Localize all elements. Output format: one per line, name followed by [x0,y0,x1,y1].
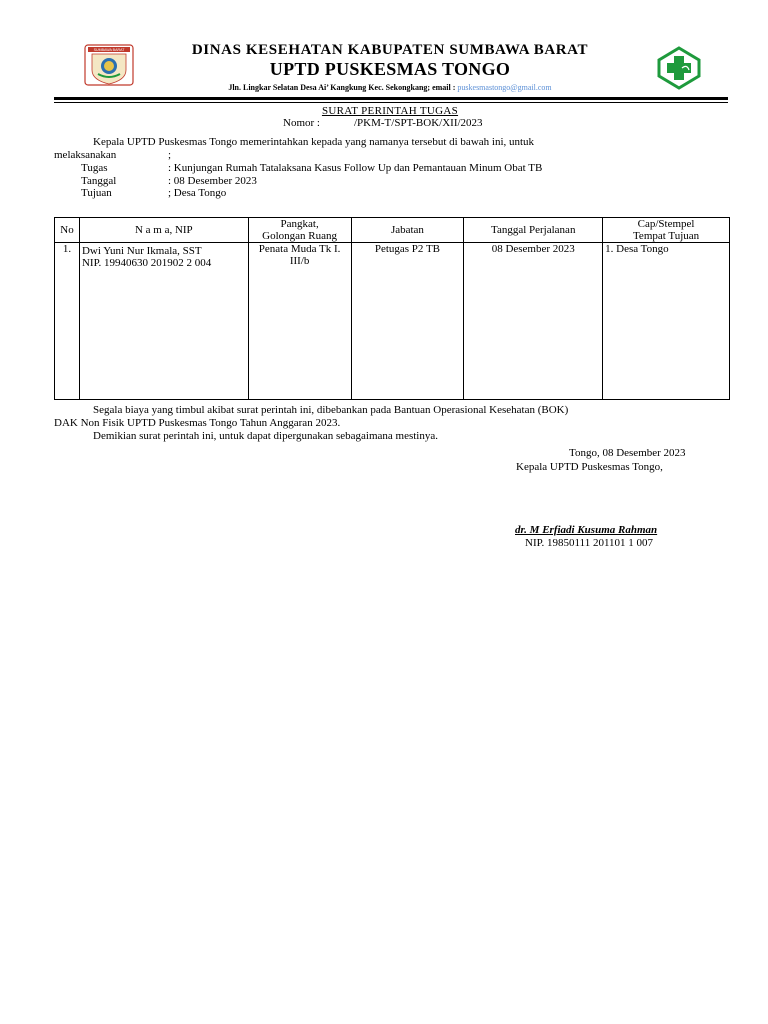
intro-colon: ; [168,149,172,161]
logo-left-text: SUMBAWA BARAT [93,48,125,53]
header-tanggal: Tanggal Perjalanan [464,218,603,243]
agency-name: DINAS KESEHATAN KABUPATEN SUMBAWA BARAT [191,42,589,58]
tanggal-value: : 08 Desember 2023 [168,175,257,187]
signer-nip: NIP. 19850111 201101 1 007 [525,537,654,549]
document-title: SURAT PERINTAH TUGAS [321,105,459,117]
table-header-row [55,218,730,243]
tanggal-label: Tanggal [81,175,117,187]
assignment-table [54,217,730,400]
header-nama: N a m a, NIP [79,218,248,243]
biaya-line-2: DAK Non Fisik UPTD Puskesmas Tongo Tahun Anggaran 2023. [54,417,341,429]
header-jabatan: Jabatan [351,218,464,243]
cell-nama-nip: NIP. 19940630 201902 2 004 [81,257,212,269]
tujuan-value: ; Desa Tongo [168,187,227,199]
cell-tujuan: 1. Desa Tongo [603,243,730,400]
nomor-label: Nomor : [283,117,320,129]
cell-nama-name: Dwi Yuni Nur Ikmala, SST [81,245,202,257]
document-number [283,117,483,129]
institution-name: UPTD PUSKESMAS TONGO [269,59,511,79]
table-row [55,243,730,400]
cell-no: 1. [55,243,80,400]
header-pangkat-line2: Golongan Ruang [262,230,338,242]
cell-pangkat [248,243,351,400]
puskesmas-logo [656,46,702,90]
tujuan-label: Tujuan [81,187,112,199]
signer-position: Kepala UPTD Puskesmas Tongo, [516,461,663,473]
address-text: Jln. Lingkar Selatan Desa Ai’ Kangkung Kec. Sekongkang; email : [228,83,458,92]
sumbawa-barat-logo [84,44,134,86]
intro-line-1: Kepala UPTD Puskesmas Tongo memerintahkan kepada yang namanya tersebut di bawah ini, untuk [93,136,535,148]
demikian-line: Demikian surat perintah ini, untuk dapat dipergunakan sebagaimana mestinya. [93,430,438,442]
cell-pangkat-line2: III/b [289,255,310,267]
tugas-label: Tugas [81,162,108,174]
cell-jabatan: Petugas P2 TB [351,243,464,400]
header-rule-thick [54,97,728,100]
header-pangkat-line1: Pangkat, [280,218,319,230]
header-cap [603,218,730,243]
address-line [140,83,640,92]
header-rule-thin [54,102,728,103]
nomor-value: /PKM-T/SPT-BOK/XII/2023 [353,117,483,129]
biaya-line-1: Segala biaya yang timbul akibat surat perintah ini, dibebankan pada Bantuan Operasional Kesehatan (BOK) [93,404,569,416]
header-cap-line1: Cap/Stempel [637,218,695,230]
header-pangkat [248,218,351,243]
cell-tanggal: 08 Desember 2023 [464,243,603,400]
cell-pangkat-line1: Penata Muda Tk I. [258,243,341,255]
cell-nama [79,243,248,400]
header-no: No [55,218,80,243]
header-cap-line2: Tempat Tujuan [632,230,700,242]
intro-line-2: melaksanakan [54,149,117,161]
place-date: Tongo, 08 Desember 2023 [569,447,686,459]
signer-name: dr. M Erfiadi Kusuma Rahman [515,524,658,536]
tugas-value: : Kunjungan Rumah Tatalaksana Kasus Follow Up dan Pemantauan Minum Obat TB [168,162,543,174]
email-link[interactable]: puskesmastongo@gmail.com [457,83,552,92]
